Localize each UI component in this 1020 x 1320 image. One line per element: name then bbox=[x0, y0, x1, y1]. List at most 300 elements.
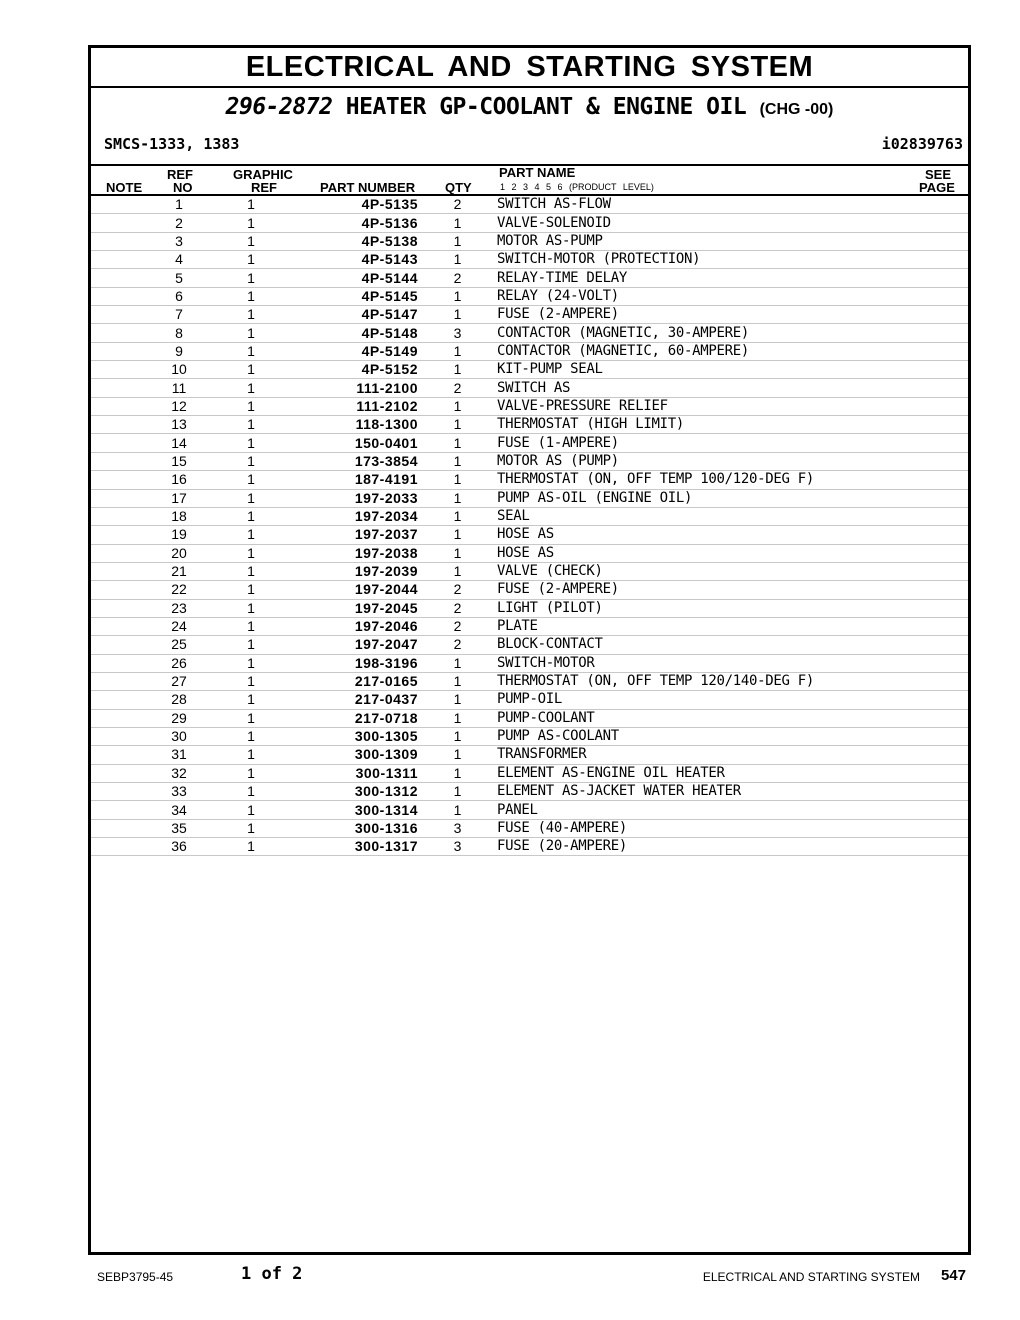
part-qty: 1 bbox=[418, 746, 497, 764]
footer-section: ELECTRICAL AND STARTING SYSTEM bbox=[702, 1270, 920, 1284]
part-note bbox=[91, 397, 149, 415]
part-name: FUSE (40-AMPERE) bbox=[497, 819, 898, 837]
part-number: 300-1312 bbox=[293, 783, 418, 801]
part-qty: 1 bbox=[418, 361, 497, 379]
part-number: 197-2038 bbox=[293, 544, 418, 562]
part-qty: 2 bbox=[418, 617, 497, 635]
part-note bbox=[91, 379, 149, 397]
part-note bbox=[91, 562, 149, 580]
part-note bbox=[91, 489, 149, 507]
part-graphic-ref: 1 bbox=[209, 526, 293, 544]
part-graphic-ref: 1 bbox=[209, 196, 293, 214]
part-number: 197-2047 bbox=[293, 636, 418, 654]
part-name: CONTACTOR (MAGNETIC, 60-AMPERE) bbox=[497, 342, 898, 360]
part-ref-no: 18 bbox=[149, 507, 209, 525]
part-qty: 1 bbox=[418, 471, 497, 489]
part-note bbox=[91, 544, 149, 562]
part-qty: 1 bbox=[418, 764, 497, 782]
part-graphic-ref: 1 bbox=[209, 691, 293, 709]
part-qty: 1 bbox=[418, 544, 497, 562]
part-ref-no: 11 bbox=[149, 379, 209, 397]
part-graphic-ref: 1 bbox=[209, 416, 293, 434]
part-graphic-ref: 1 bbox=[209, 727, 293, 745]
part-number: 4P-5148 bbox=[293, 324, 418, 342]
table-row bbox=[91, 251, 968, 269]
section-title: ELECTRICAL AND STARTING SYSTEM bbox=[91, 48, 968, 88]
part-note bbox=[91, 672, 149, 690]
part-note bbox=[91, 819, 149, 837]
part-ref-no: 20 bbox=[149, 544, 209, 562]
part-see-page bbox=[898, 251, 968, 269]
part-number: 4P-5152 bbox=[293, 361, 418, 379]
part-name: THERMOSTAT (ON, OFF TEMP 120/140-DEG F) bbox=[497, 672, 898, 690]
part-note bbox=[91, 324, 149, 342]
part-name: FUSE (2-AMPERE) bbox=[497, 581, 898, 599]
part-name: VALVE-PRESSURE RELIEF bbox=[497, 397, 898, 415]
part-graphic-ref: 1 bbox=[209, 617, 293, 635]
part-see-page bbox=[898, 764, 968, 782]
part-qty: 1 bbox=[418, 416, 497, 434]
part-qty: 2 bbox=[418, 636, 497, 654]
part-ref-no: 14 bbox=[149, 434, 209, 452]
part-see-page bbox=[898, 434, 968, 452]
part-number: 4P-5135 bbox=[293, 196, 418, 214]
part-see-page bbox=[898, 636, 968, 654]
part-graphic-ref: 1 bbox=[209, 452, 293, 470]
part-name: KIT-PUMP SEAL bbox=[497, 361, 898, 379]
table-row bbox=[91, 709, 968, 727]
part-name: SEAL bbox=[497, 507, 898, 525]
part-qty: 1 bbox=[418, 397, 497, 415]
part-qty: 1 bbox=[418, 251, 497, 269]
table-row bbox=[91, 562, 968, 580]
part-see-page bbox=[898, 526, 968, 544]
part-ref-no: 2 bbox=[149, 214, 209, 232]
table-row bbox=[91, 617, 968, 635]
part-see-page bbox=[898, 471, 968, 489]
part-qty: 3 bbox=[418, 324, 497, 342]
part-note bbox=[91, 471, 149, 489]
part-see-page bbox=[898, 562, 968, 580]
part-see-page bbox=[898, 617, 968, 635]
table-row bbox=[91, 691, 968, 709]
part-see-page bbox=[898, 306, 968, 324]
group-number: 296-2872 bbox=[225, 94, 333, 120]
part-note bbox=[91, 617, 149, 635]
part-ref-no: 16 bbox=[149, 471, 209, 489]
part-name: PUMP-COOLANT bbox=[497, 709, 898, 727]
part-name: RELAY (24-VOLT) bbox=[497, 287, 898, 305]
part-name: LIGHT (PILOT) bbox=[497, 599, 898, 617]
part-graphic-ref: 1 bbox=[209, 654, 293, 672]
smcs-codes: SMCS-1333, 1383 bbox=[104, 135, 240, 153]
part-name: THERMOSTAT (HIGH LIMIT) bbox=[497, 416, 898, 434]
table-row bbox=[91, 232, 968, 250]
part-qty: 1 bbox=[418, 287, 497, 305]
page-footer bbox=[0, 1264, 1020, 1294]
part-graphic-ref: 1 bbox=[209, 783, 293, 801]
table-row bbox=[91, 214, 968, 232]
part-qty: 1 bbox=[418, 654, 497, 672]
part-number: 4P-5144 bbox=[293, 269, 418, 287]
part-graphic-ref: 1 bbox=[209, 801, 293, 819]
table-row bbox=[91, 801, 968, 819]
table-row bbox=[91, 471, 968, 489]
part-ref-no: 12 bbox=[149, 397, 209, 415]
part-ref-no: 31 bbox=[149, 746, 209, 764]
header-note: NOTE bbox=[106, 180, 143, 195]
part-graphic-ref: 1 bbox=[209, 434, 293, 452]
part-graphic-ref: 1 bbox=[209, 819, 293, 837]
part-note bbox=[91, 691, 149, 709]
part-see-page bbox=[898, 416, 968, 434]
table-row bbox=[91, 379, 968, 397]
part-see-page bbox=[898, 214, 968, 232]
part-graphic-ref: 1 bbox=[209, 544, 293, 562]
part-qty: 1 bbox=[418, 727, 497, 745]
part-see-page bbox=[898, 287, 968, 305]
illustration-id: i02839763 bbox=[881, 135, 963, 153]
part-see-page bbox=[898, 269, 968, 287]
part-see-page bbox=[898, 544, 968, 562]
part-number: 197-2039 bbox=[293, 562, 418, 580]
part-see-page bbox=[898, 727, 968, 745]
part-note bbox=[91, 361, 149, 379]
part-note bbox=[91, 251, 149, 269]
part-note bbox=[91, 306, 149, 324]
part-qty: 2 bbox=[418, 581, 497, 599]
part-ref-no: 22 bbox=[149, 581, 209, 599]
table-row bbox=[91, 654, 968, 672]
part-note bbox=[91, 801, 149, 819]
part-graphic-ref: 1 bbox=[209, 489, 293, 507]
part-ref-no: 15 bbox=[149, 452, 209, 470]
part-number: 300-1316 bbox=[293, 819, 418, 837]
part-name: THERMOSTAT (ON, OFF TEMP 100/120-DEG F) bbox=[497, 471, 898, 489]
part-graphic-ref: 1 bbox=[209, 709, 293, 727]
part-graphic-ref: 1 bbox=[209, 746, 293, 764]
part-note bbox=[91, 746, 149, 764]
part-number: 197-2044 bbox=[293, 581, 418, 599]
part-name: CONTACTOR (MAGNETIC, 30-AMPERE) bbox=[497, 324, 898, 342]
part-name: HOSE AS bbox=[497, 526, 898, 544]
part-number: 217-0437 bbox=[293, 691, 418, 709]
part-name: MOTOR AS (PUMP) bbox=[497, 452, 898, 470]
header-ref-top: REF bbox=[167, 167, 193, 182]
table-row bbox=[91, 452, 968, 470]
part-qty: 1 bbox=[418, 306, 497, 324]
part-see-page bbox=[898, 361, 968, 379]
header-part-number: PART NUMBER bbox=[320, 180, 416, 195]
table-row bbox=[91, 764, 968, 782]
part-see-page bbox=[898, 746, 968, 764]
part-name: FUSE (1-AMPERE) bbox=[497, 434, 898, 452]
part-qty: 2 bbox=[418, 196, 497, 214]
part-name: FUSE (20-AMPERE) bbox=[497, 838, 898, 856]
table-row bbox=[91, 746, 968, 764]
header-product-levels: 1 2 3 4 5 6 (PRODUCT LEVEL) bbox=[500, 182, 654, 192]
part-name: SWITCH AS-FLOW bbox=[497, 196, 898, 214]
part-see-page bbox=[898, 691, 968, 709]
change-level: (CHG -00) bbox=[759, 101, 834, 118]
part-qty: 1 bbox=[418, 507, 497, 525]
part-number: 300-1309 bbox=[293, 746, 418, 764]
part-ref-no: 9 bbox=[149, 342, 209, 360]
part-qty: 1 bbox=[418, 214, 497, 232]
part-qty: 1 bbox=[418, 232, 497, 250]
part-ref-no: 34 bbox=[149, 801, 209, 819]
part-name: RELAY-TIME DELAY bbox=[497, 269, 898, 287]
part-number: 300-1305 bbox=[293, 727, 418, 745]
part-graphic-ref: 1 bbox=[209, 269, 293, 287]
part-ref-no: 27 bbox=[149, 672, 209, 690]
part-number: 197-2033 bbox=[293, 489, 418, 507]
part-number: 111-2102 bbox=[293, 397, 418, 415]
part-graphic-ref: 1 bbox=[209, 361, 293, 379]
part-see-page bbox=[898, 196, 968, 214]
header-ref-bottom: NO bbox=[173, 180, 193, 195]
part-graphic-ref: 1 bbox=[209, 251, 293, 269]
part-number: 198-3196 bbox=[293, 654, 418, 672]
header-part-name: PART NAME bbox=[499, 165, 576, 180]
part-ref-no: 13 bbox=[149, 416, 209, 434]
part-number: 4P-5149 bbox=[293, 342, 418, 360]
part-see-page bbox=[898, 801, 968, 819]
part-number: 217-0718 bbox=[293, 709, 418, 727]
part-see-page bbox=[898, 581, 968, 599]
part-graphic-ref: 1 bbox=[209, 599, 293, 617]
part-graphic-ref: 1 bbox=[209, 471, 293, 489]
part-ref-no: 26 bbox=[149, 654, 209, 672]
part-graphic-ref: 1 bbox=[209, 507, 293, 525]
part-name: ELEMENT AS-JACKET WATER HEATER bbox=[497, 783, 898, 801]
part-see-page bbox=[898, 489, 968, 507]
part-see-page bbox=[898, 397, 968, 415]
header-see-bottom: PAGE bbox=[919, 180, 955, 195]
header-qty: QTY bbox=[445, 180, 472, 195]
part-qty: 1 bbox=[418, 489, 497, 507]
part-note bbox=[91, 196, 149, 214]
part-name: PUMP AS-COOLANT bbox=[497, 727, 898, 745]
footer-page-number: 547 bbox=[940, 1267, 966, 1284]
part-ref-no: 28 bbox=[149, 691, 209, 709]
part-see-page bbox=[898, 507, 968, 525]
part-graphic-ref: 1 bbox=[209, 672, 293, 690]
table-row bbox=[91, 672, 968, 690]
part-number: 111-2100 bbox=[293, 379, 418, 397]
part-qty: 1 bbox=[418, 709, 497, 727]
part-name: PANEL bbox=[497, 801, 898, 819]
group-header bbox=[91, 88, 968, 166]
part-ref-no: 19 bbox=[149, 526, 209, 544]
part-note bbox=[91, 507, 149, 525]
table-row bbox=[91, 397, 968, 415]
part-see-page bbox=[898, 819, 968, 837]
part-name: VALVE-SOLENOID bbox=[497, 214, 898, 232]
part-number: 217-0165 bbox=[293, 672, 418, 690]
part-qty: 2 bbox=[418, 599, 497, 617]
part-number: 4P-5145 bbox=[293, 287, 418, 305]
part-see-page bbox=[898, 672, 968, 690]
part-qty: 1 bbox=[418, 434, 497, 452]
part-graphic-ref: 1 bbox=[209, 581, 293, 599]
part-qty: 1 bbox=[418, 672, 497, 690]
part-graphic-ref: 1 bbox=[209, 232, 293, 250]
part-see-page bbox=[898, 379, 968, 397]
part-see-page bbox=[898, 342, 968, 360]
part-name: HOSE AS bbox=[497, 544, 898, 562]
table-row bbox=[91, 838, 968, 856]
part-graphic-ref: 1 bbox=[209, 214, 293, 232]
part-note bbox=[91, 581, 149, 599]
part-name: BLOCK-CONTACT bbox=[497, 636, 898, 654]
part-ref-no: 8 bbox=[149, 324, 209, 342]
part-qty: 1 bbox=[418, 526, 497, 544]
part-ref-no: 10 bbox=[149, 361, 209, 379]
parts-table bbox=[91, 196, 968, 856]
part-ref-no: 5 bbox=[149, 269, 209, 287]
part-ref-no: 35 bbox=[149, 819, 209, 837]
table-row bbox=[91, 636, 968, 654]
part-ref-no: 25 bbox=[149, 636, 209, 654]
part-ref-no: 21 bbox=[149, 562, 209, 580]
table-row bbox=[91, 269, 968, 287]
part-ref-no: 1 bbox=[149, 196, 209, 214]
part-see-page bbox=[898, 324, 968, 342]
parts-list-frame bbox=[88, 45, 971, 1255]
part-qty: 3 bbox=[418, 838, 497, 856]
part-note bbox=[91, 269, 149, 287]
table-row bbox=[91, 416, 968, 434]
part-name: VALVE (CHECK) bbox=[497, 562, 898, 580]
part-number: 118-1300 bbox=[293, 416, 418, 434]
part-number: 4P-5138 bbox=[293, 232, 418, 250]
part-note bbox=[91, 709, 149, 727]
part-note bbox=[91, 287, 149, 305]
part-ref-no: 32 bbox=[149, 764, 209, 782]
part-number: 150-0401 bbox=[293, 434, 418, 452]
part-graphic-ref: 1 bbox=[209, 324, 293, 342]
part-qty: 1 bbox=[418, 783, 497, 801]
table-row bbox=[91, 526, 968, 544]
table-row bbox=[91, 489, 968, 507]
part-ref-no: 6 bbox=[149, 287, 209, 305]
part-note bbox=[91, 526, 149, 544]
part-see-page bbox=[898, 709, 968, 727]
part-graphic-ref: 1 bbox=[209, 636, 293, 654]
part-note bbox=[91, 599, 149, 617]
part-see-page bbox=[898, 838, 968, 856]
part-number: 173-3854 bbox=[293, 452, 418, 470]
part-ref-no: 29 bbox=[149, 709, 209, 727]
part-qty: 1 bbox=[418, 691, 497, 709]
part-graphic-ref: 1 bbox=[209, 287, 293, 305]
table-row bbox=[91, 196, 968, 214]
part-name: TRANSFORMER bbox=[497, 746, 898, 764]
part-see-page bbox=[898, 452, 968, 470]
part-number: 197-2045 bbox=[293, 599, 418, 617]
part-note bbox=[91, 232, 149, 250]
part-number: 197-2037 bbox=[293, 526, 418, 544]
part-qty: 3 bbox=[418, 819, 497, 837]
part-note bbox=[91, 214, 149, 232]
table-row bbox=[91, 434, 968, 452]
column-headers bbox=[91, 166, 968, 196]
part-note bbox=[91, 636, 149, 654]
table-row bbox=[91, 783, 968, 801]
part-see-page bbox=[898, 599, 968, 617]
part-note bbox=[91, 783, 149, 801]
part-number: 197-2034 bbox=[293, 507, 418, 525]
part-note bbox=[91, 416, 149, 434]
part-name: SWITCH-MOTOR (PROTECTION) bbox=[497, 251, 898, 269]
part-number: 300-1311 bbox=[293, 764, 418, 782]
part-ref-no: 4 bbox=[149, 251, 209, 269]
table-row bbox=[91, 324, 968, 342]
part-name: MOTOR AS-PUMP bbox=[497, 232, 898, 250]
part-see-page bbox=[898, 232, 968, 250]
table-row bbox=[91, 599, 968, 617]
part-qty: 2 bbox=[418, 379, 497, 397]
part-note bbox=[91, 654, 149, 672]
part-note bbox=[91, 764, 149, 782]
part-ref-no: 36 bbox=[149, 838, 209, 856]
group-title bbox=[91, 94, 968, 120]
part-graphic-ref: 1 bbox=[209, 562, 293, 580]
table-row bbox=[91, 581, 968, 599]
part-number: 4P-5143 bbox=[293, 251, 418, 269]
part-ref-no: 7 bbox=[149, 306, 209, 324]
part-name: ELEMENT AS-ENGINE OIL HEATER bbox=[497, 764, 898, 782]
part-qty: 1 bbox=[418, 562, 497, 580]
part-qty: 1 bbox=[418, 801, 497, 819]
footer-page-of: 1 of 2 bbox=[241, 1264, 303, 1284]
part-name: FUSE (2-AMPERE) bbox=[497, 306, 898, 324]
part-graphic-ref: 1 bbox=[209, 306, 293, 324]
table-row bbox=[91, 819, 968, 837]
table-row bbox=[91, 342, 968, 360]
part-ref-no: 23 bbox=[149, 599, 209, 617]
part-number: 4P-5136 bbox=[293, 214, 418, 232]
part-ref-no: 24 bbox=[149, 617, 209, 635]
header-see-top: SEE bbox=[925, 167, 952, 182]
part-graphic-ref: 1 bbox=[209, 397, 293, 415]
part-number: 300-1317 bbox=[293, 838, 418, 856]
table-row bbox=[91, 306, 968, 324]
part-ref-no: 33 bbox=[149, 783, 209, 801]
part-number: 187-4191 bbox=[293, 471, 418, 489]
group-name: HEATER GP-COOLANT & ENGINE OIL bbox=[345, 94, 747, 120]
part-number: 4P-5147 bbox=[293, 306, 418, 324]
part-qty: 1 bbox=[418, 342, 497, 360]
part-graphic-ref: 1 bbox=[209, 379, 293, 397]
part-name: PUMP-OIL bbox=[497, 691, 898, 709]
part-see-page bbox=[898, 654, 968, 672]
part-graphic-ref: 1 bbox=[209, 764, 293, 782]
part-ref-no: 17 bbox=[149, 489, 209, 507]
part-note bbox=[91, 838, 149, 856]
header-graphic-top: GRAPHIC bbox=[233, 167, 293, 182]
part-see-page bbox=[898, 783, 968, 801]
table-row bbox=[91, 507, 968, 525]
part-ref-no: 30 bbox=[149, 727, 209, 745]
table-row bbox=[91, 727, 968, 745]
footer-doc-id: SEBP3795-45 bbox=[97, 1270, 174, 1284]
table-row bbox=[91, 287, 968, 305]
part-graphic-ref: 1 bbox=[209, 838, 293, 856]
part-name: SWITCH-MOTOR bbox=[497, 654, 898, 672]
part-number: 197-2046 bbox=[293, 617, 418, 635]
